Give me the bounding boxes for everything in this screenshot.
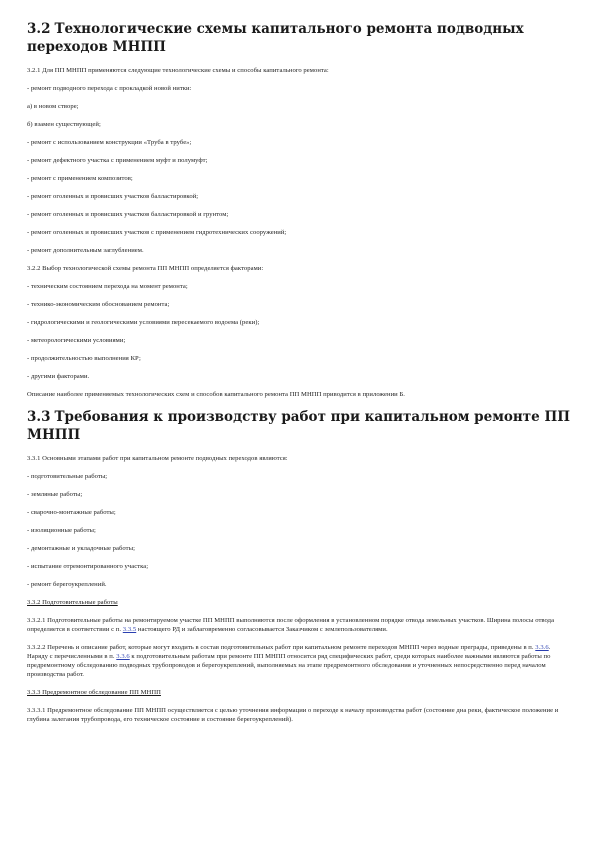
list-item: - продолжительностью выполнения КР; bbox=[27, 355, 141, 362]
list-item: - демонтажные и укладочные работы; bbox=[27, 545, 135, 552]
section-3-3-body bbox=[27, 454, 571, 724]
paragraph-3-3-2-1 bbox=[27, 616, 571, 634]
section-3-2-body bbox=[27, 66, 571, 399]
subsection-heading-3-3-3: 3.3.3 Предремонтное обследование ПП МНПП bbox=[27, 689, 161, 696]
paragraph-text: 3.3.2.2 Перечень и описание работ, которые могут входить в состав подготовительных работ при капитальном ремонте переходов МНПП через водные преграды, приведены в п. bbox=[27, 644, 536, 651]
list-item: - ремонт оголенных и провисших участков с применением гидротехнических сооружений; bbox=[27, 229, 287, 236]
paragraph-text: к подготовительным работам при ремонте ПП МНПП относится ряд специфических работ, среди которых наиболее важными являются работы по предремонтному обследованию подводных трубопроводов и берегоукреплений, выполняемых на этапе предремонтного обследования и уточненных непосредственно перед началом производства работ. bbox=[27, 653, 551, 678]
section-title: Технологические схемы капитального ремонта подводных переходов МНПП bbox=[27, 21, 524, 55]
section-number: 3.2 bbox=[27, 21, 51, 37]
paragraph-text: настоящего РД и заблаговременно согласовывается Заказчиком с землепользователями. bbox=[136, 626, 388, 633]
section-title: Требования к производству работ при капитальном ремонте ПП МНПП bbox=[27, 409, 570, 443]
subsection-heading-3-3-2: 3.3.2 Подготовительные работы bbox=[27, 599, 118, 606]
list-item: - изоляционные работы; bbox=[27, 527, 96, 534]
list-item: - ремонт оголенных и провисших участков балластировкой; bbox=[27, 193, 199, 200]
list-item: б) взамен существующей; bbox=[27, 121, 101, 128]
list-item: - ремонт подводного перехода с прокладкой новой нитки: bbox=[27, 85, 192, 92]
section-heading-3-2 bbox=[27, 20, 571, 56]
paragraph: 3.2.1 Для ПП МНПП применяются следующие технологические схемы и способы капитального ремонта: bbox=[27, 67, 329, 74]
paragraph-3-3-2-2 bbox=[27, 643, 571, 679]
reference-link-3-3-6[interactable]: 3.3.6 bbox=[116, 653, 130, 660]
paragraph: 3.3.1 Основными этапами работ при капитальном ремонте подводных переходов являются: bbox=[27, 455, 288, 462]
paragraph-text: . Наряду с перечисленными в п. bbox=[27, 644, 551, 660]
paragraph: 3.2.2 Выбор технологической схемы ремонта ПП МНПП определяется факторами: bbox=[27, 265, 264, 272]
reference-link-3-3-5[interactable]: 3.3.5 bbox=[122, 626, 137, 633]
list-item: - ремонт дополнительным заглублением. bbox=[27, 247, 144, 254]
list-item: - земляные работы; bbox=[27, 491, 83, 498]
list-item: - ремонт дефектного участка с применением муфт и полумуфт; bbox=[27, 157, 208, 164]
list-item: - ремонт с применением композитов; bbox=[27, 175, 133, 182]
section-number: 3.3 bbox=[27, 409, 51, 425]
list-item: - ремонт с использованием конструкции «Труба в трубе»; bbox=[27, 139, 192, 146]
list-item: - сварочно-монтажные работы; bbox=[27, 509, 116, 516]
section-heading-3-3 bbox=[27, 408, 571, 444]
list-item: - подготовительные работы; bbox=[27, 473, 108, 480]
list-item: - ремонт оголенных и провисших участков балластировкой и грунтом; bbox=[27, 211, 229, 218]
paragraph: Описание наиболее применяемых технологических схем и способов капитального ремонта ПП МНПП приводится в приложении Б. bbox=[27, 391, 405, 398]
list-item: - технико-экономическим обоснованием ремонта; bbox=[27, 301, 170, 308]
list-item: - техническим состоянием перехода на момент ремонта; bbox=[27, 283, 188, 290]
list-item: - испытание отремонтированного участка; bbox=[27, 563, 149, 570]
paragraph-3-3-3-1: 3.3.3.1 Предремонтное обследование ПП МНПП осуществляется с целью уточнения информации о переходе к началу производства работ (состояние дна реки, фактическое положение и глубина залегания трубопровода, его техническое состояние и состояние берегоукреплений). bbox=[27, 707, 559, 723]
list-item: - ремонт берегоукреплений. bbox=[27, 581, 107, 588]
paragraph-text: 3.3.2.1 Подготовительные работы на ремонтируемом участке ПП МНПП выполняются после оформления в установленном порядке отвода земельных участков. Ширина полосы отвода определяется в соответствии с п. bbox=[27, 617, 555, 633]
list-item: - гидрологическими и геологическими условиями пересекаемого водоема (реки); bbox=[27, 319, 260, 326]
list-item: а) в новом створе; bbox=[27, 103, 79, 110]
document-page bbox=[27, 14, 571, 733]
list-item: - другими факторами. bbox=[27, 373, 90, 380]
reference-link-3-3-6[interactable]: 3.3.6 bbox=[535, 644, 549, 651]
list-item: - метеорологическими условиями; bbox=[27, 337, 126, 344]
